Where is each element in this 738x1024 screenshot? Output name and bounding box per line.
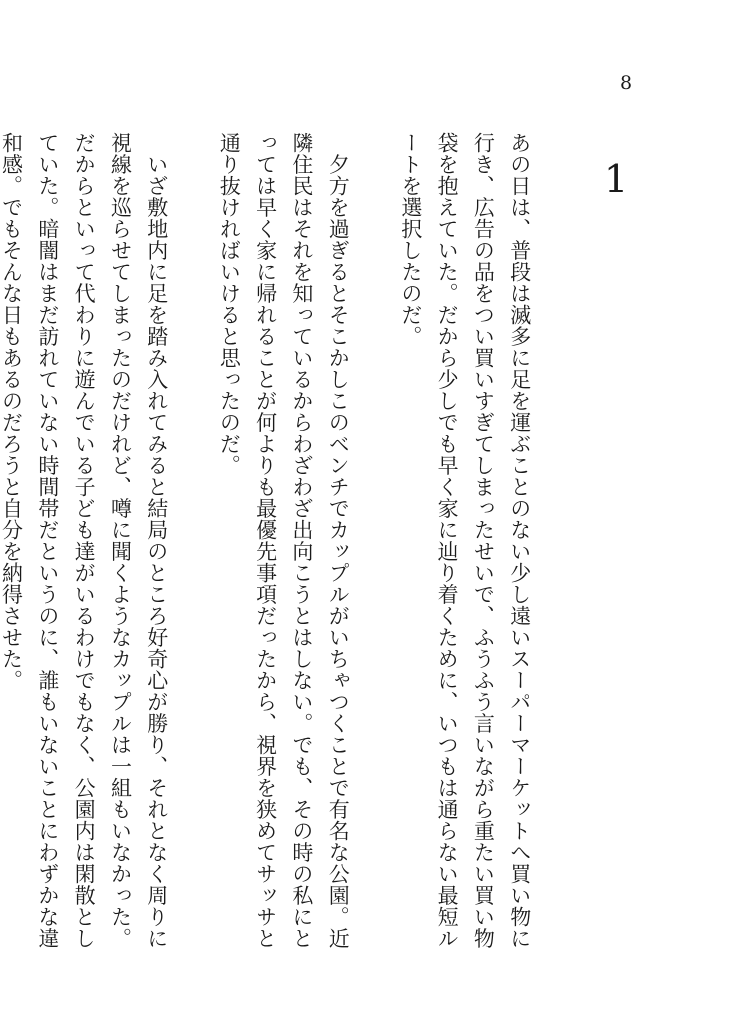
paragraph-1: あの日は、普段は滅多に足を運ぶことのない少し遠いスーパーマーケットへ買い物に行き、広告の品をつい買いすぎてしまったせいで、ふうふう言いながら重たい買い物袋を抱えていた。だから少しでも早く家に辿り着くために、いつもは通らない最短ルートを選択したのだ。	[398, 132, 532, 949]
body-text	[0, 132, 574, 952]
page-number: 8	[620, 72, 633, 94]
chapter-number: 1	[604, 157, 629, 201]
paragraph-2: 夕方を過ぎるとそこかしこのベンチでカップルがいちゃつくことで有名な公園。近隣住民はそれを知っているからわざわざ出向こうとはしない。でも、その時の私にとっては早く家に帰れることが何よりも最優先事項だったから、視界を狭めてサッサと通り抜ければいけると思ったのだ。	[217, 132, 351, 949]
paragraph-3: いざ敷地内に足を踏み入れてみると結局のところ好奇心が勝り、それとなく周りに視線を巡らせてしまったのだけれど、噂に聞くようなカップルは一組もいなかった。だからといって代わりに遊んでいる子ども達がいるわけでもなく、公園内は閑散としていた。暗闇はまだ訪れていない時間帯だというのに、誰もいないことにわずかな違和感。でもそんな日もあるのだろうと自分を納得させた。	[0, 132, 169, 949]
